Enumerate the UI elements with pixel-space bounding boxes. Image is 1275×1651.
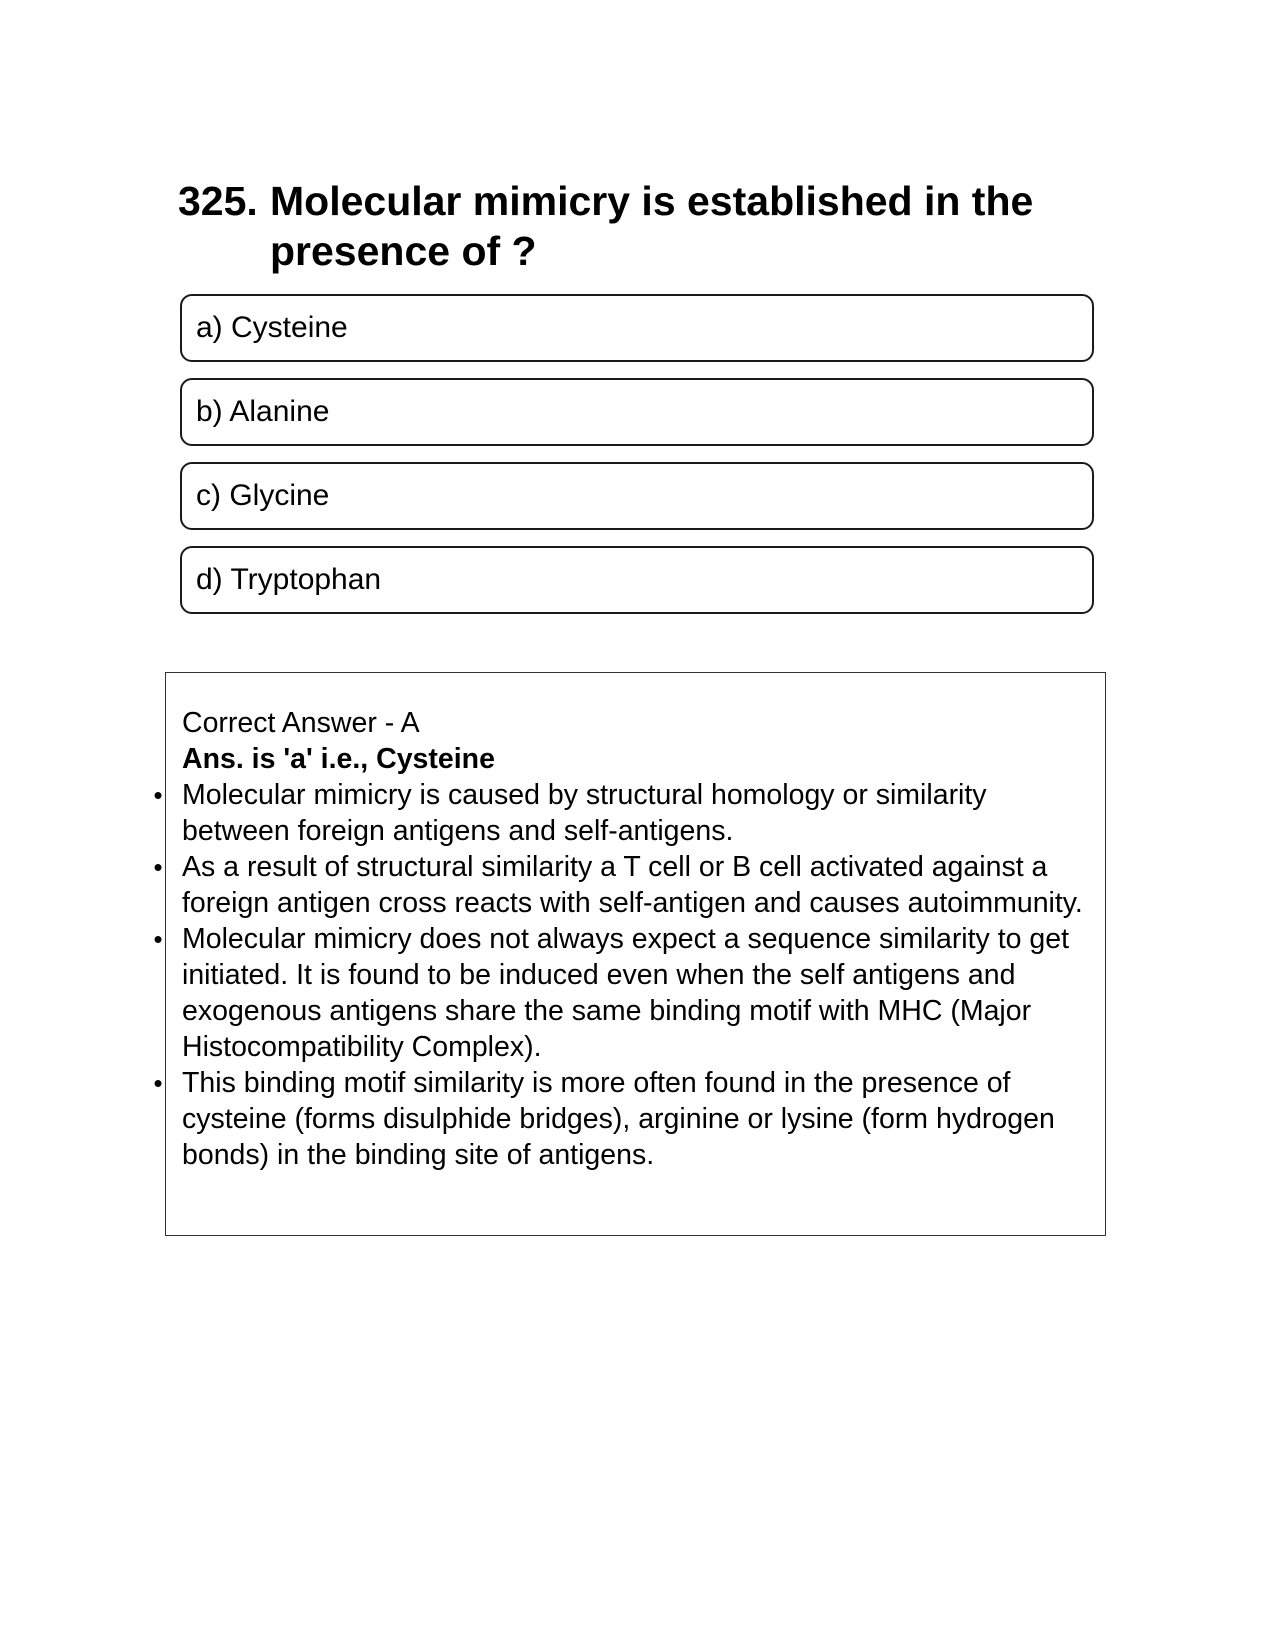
bullet-icon: • bbox=[153, 780, 163, 810]
list-item bbox=[153, 921, 1092, 1065]
question-text: Molecular mimicry is established in the presence of ? bbox=[270, 178, 1034, 274]
option-a-label: a) Cysteine bbox=[196, 311, 348, 344]
correct-answer-line: Correct Answer - A bbox=[182, 707, 420, 739]
question-header bbox=[178, 176, 1098, 276]
explanation-text: As a result of structural similarity a T cell or B cell activated against a foreign antigen cross reacts with self-antigen and causes autoimmunity. bbox=[182, 851, 1083, 919]
explanation-text: Molecular mimicry does not always expect a sequence similarity to get initiated. It is found to be induced even when the self antigens and exogenous antigens share the same binding motif with MHC (Major Histocompatibility Complex). bbox=[182, 923, 1070, 1063]
option-c[interactable] bbox=[180, 462, 1094, 530]
list-item bbox=[153, 849, 1092, 921]
explanation-text: This binding motif similarity is more often found in the presence of cysteine (forms disulphide bridges), arginine or lysine (form hydrogen bonds) in the binding site of antigens. bbox=[182, 1067, 1055, 1171]
option-a[interactable] bbox=[180, 294, 1094, 362]
bullet-icon: • bbox=[153, 852, 163, 882]
option-d[interactable] bbox=[180, 546, 1094, 614]
answer-content bbox=[153, 705, 1092, 1173]
answer-explanation-box bbox=[153, 672, 1106, 1236]
option-b[interactable] bbox=[180, 378, 1094, 446]
option-c-label: c) Glycine bbox=[196, 479, 330, 512]
option-b-label: b) Alanine bbox=[196, 395, 330, 428]
answer-heading: Ans. is 'a' i.e., Cysteine bbox=[182, 743, 495, 775]
explanation-text: Molecular mimicry is caused by structural homology or similarity between foreign antigens and self-antigens. bbox=[182, 779, 987, 847]
explanation-list bbox=[153, 777, 1092, 1173]
option-d-label: d) Tryptophan bbox=[196, 563, 382, 596]
options-list bbox=[180, 294, 1094, 630]
bullet-icon: • bbox=[153, 924, 163, 954]
list-item bbox=[153, 1065, 1092, 1173]
list-item bbox=[153, 777, 1092, 849]
question-number: 325. bbox=[178, 178, 258, 224]
bullet-icon: • bbox=[153, 1068, 163, 1098]
